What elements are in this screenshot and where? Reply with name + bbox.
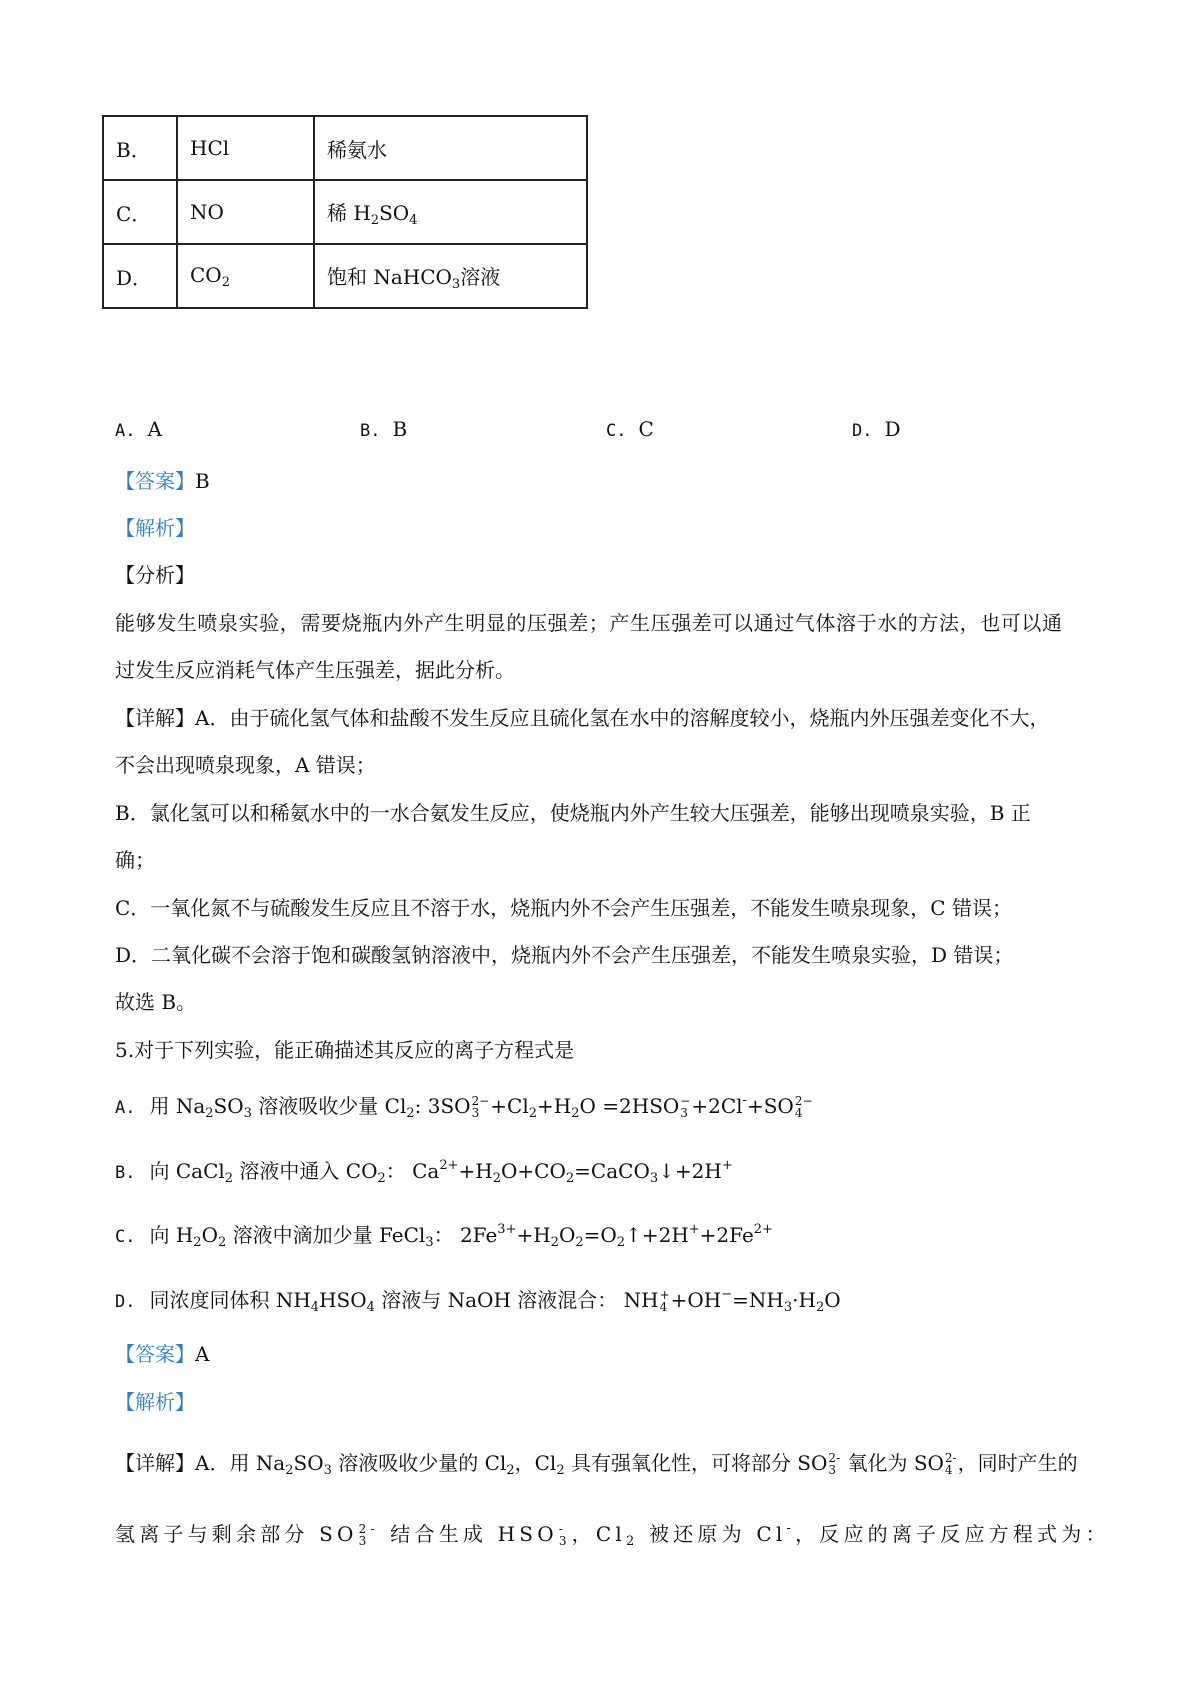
table-row — [103, 180, 587, 244]
q5-detail-line-2: 氢离子与剩余部分 SO 2- 3 结合生成 HSO - 3 ，$Cl_2$ 被还原为 Cl-，反应的离子反应方程式为： — [115, 1521, 1110, 1549]
options-table — [102, 115, 588, 309]
q5-choice-b[interactable]: B. 向 CaCl$_2$ 溶液中通入 $CO_2$： $Ca^{2+}+H_2O+CO_2=CaCO_3↓+2H^+$ — [115, 1158, 733, 1186]
q4-analysis-tag: 【解析】 — [115, 516, 195, 540]
liquid-cell: 稀氨水 — [314, 116, 587, 180]
detail-d-line: D．二氧化碳不会溶于饱和碳酸氢钠溶液中，烧瓶内外不会产生压强差，不能发生喷泉实验，D 错误； — [115, 943, 1014, 967]
option-cell: B． — [103, 116, 177, 180]
gas-cell: $CO_2$ — [177, 244, 314, 308]
q5-choice-d[interactable]: D. 同浓度同体积 $NH_4HSO_4$ 溶液与 NaOH 溶液混合： NH + 4 $+OH^-=NH_3\cdot H_2O$ — [115, 1287, 841, 1315]
conclusion-line: 故选 B。 — [115, 990, 197, 1014]
answer-tag: 【答案】 — [115, 1342, 195, 1366]
q4-answer: 【答案】B — [115, 469, 210, 493]
q5-answer: 【答案】A — [115, 1342, 210, 1366]
detail-a-line-2: 不会出现喷泉现象，A 错误； — [115, 753, 376, 777]
answer-tag: 【答案】 — [115, 469, 195, 493]
q5-choice-a[interactable]: A. 用 $Na_2SO_3$ 溶液吸收少量 $Cl_2$: 3SO 2− 3 $+Cl_2+H_2O =2HSO$ − 3 +2Cl-+SO 2− 4 — [115, 1093, 813, 1121]
q4-fenxi-tag: 【分析】 — [115, 563, 195, 587]
liquid-cell: 稀 $H_2SO_4$ — [314, 180, 587, 244]
table-row — [103, 244, 587, 308]
q5-stem: 5.对于下列实验，能正确描述其反应的离子方程式是 — [115, 1038, 575, 1062]
gas-cell: HCl — [177, 116, 314, 180]
table-row — [103, 116, 587, 180]
choice-d[interactable]: D. D — [852, 417, 901, 441]
choice-b[interactable]: B. B — [360, 417, 408, 441]
fenxi-line-2: 过发生反应消耗气体产生压强差，据此分析。 — [115, 658, 515, 682]
option-cell: D． — [103, 244, 177, 308]
detail-a-line-1: 【详解】A．由于硫化氢气体和盐酸不发生反应且硫化氢在水中的溶解度较小，烧瓶内外压强差变化不大， — [115, 706, 1050, 730]
choice-c[interactable]: C. C — [606, 417, 654, 441]
detail-b-line-1: B．氯化氢可以和稀氨水中的一水合氨发生反应，使烧瓶内外产生较大压强差，能够出现喷泉实验，B 正 — [115, 801, 1031, 825]
liquid-cell: 饱和 NaHCO$_3$溶液 — [314, 244, 587, 308]
detail-b-line-2: 确； — [115, 848, 155, 872]
q5-analysis-tag: 【解析】 — [115, 1390, 195, 1414]
q5-choice-c[interactable]: C. 向 $H_2O_2$ 溶液中滴加少量 FeCl$_3$： $2Fe^{3+}+H_2O_2=O_2↑+2H^++2Fe^{2+}$ — [115, 1222, 773, 1250]
fenxi-line-1: 能够发生喷泉实验，需要烧瓶内外产生明显的压强差；产生压强差可以通过气体溶于水的方法，也可以通 — [115, 611, 1063, 635]
q5-detail-line-1: 【详解】A．用 $Na_2SO_3$ 溶液吸收少量的 $Cl_2$，$Cl_2$ 具有强氧化性，可将部分 SO 2- 3 氧化为 SO 2- 4 ，同时产生的 — [115, 1450, 1078, 1478]
option-cell: C． — [103, 180, 177, 244]
choice-a[interactable]: A. A — [115, 417, 162, 441]
detail-c-line: C．一氧化氮不与硫酸发生反应且不溶于水，烧瓶内外不会产生压强差，不能发生喷泉现象，C 错误； — [115, 896, 1012, 920]
gas-cell: NO — [177, 180, 314, 244]
